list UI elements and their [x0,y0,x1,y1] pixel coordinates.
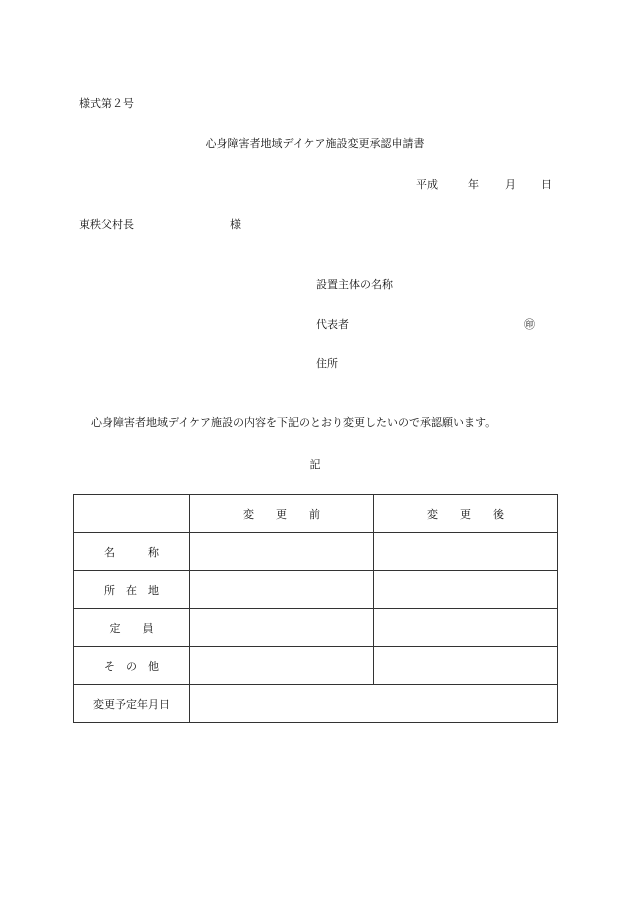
table-row [74,609,558,647]
row-label-other: そ の 他 [74,647,190,685]
date-day-unit: 日 [541,178,552,191]
table-header-row [74,495,558,533]
row-label-location: 所 在 地 [74,571,190,609]
header-before: 変 更 前 [190,495,374,533]
date-year-unit: 年 [468,178,479,191]
name-before-field[interactable] [190,533,374,571]
row-label-capacity: 定 員 [74,609,190,647]
recipient-name: 東秩父村長 [79,218,134,231]
change-date-field[interactable] [190,685,558,723]
representative-label: 代表者 [316,318,349,331]
location-after-field[interactable] [374,571,558,609]
recipient-suffix: 様 [230,218,241,231]
table-row [74,647,558,685]
date-era: 平成 [416,178,438,191]
other-after-field[interactable] [374,647,558,685]
date-month-unit: 月 [505,178,516,191]
name-after-field[interactable] [374,533,558,571]
form-number: 様式第２号 [79,97,134,110]
header-blank-cell [74,495,190,533]
location-before-field[interactable] [190,571,374,609]
other-before-field[interactable] [190,647,374,685]
document-title: 心身障害者地域デイケア施設変更承認申請書 [205,137,425,150]
table-row-change-date [74,685,558,723]
address-label: 住所 [316,357,338,370]
change-table [73,494,558,723]
note-heading: 記 [309,458,321,471]
header-after: 変 更 後 [374,495,558,533]
capacity-after-field[interactable] [374,609,558,647]
applicant-name-label: 設置主体の名称 [316,278,393,291]
table-row [74,571,558,609]
table-row [74,533,558,571]
request-text: 心身障害者地域デイケア施設の内容を下記のとおり変更したいので承認願います。 [91,416,497,429]
date-line [416,178,552,192]
capacity-before-field[interactable] [190,609,374,647]
row-label-name: 名 称 [74,533,190,571]
seal-mark: ㊞ [524,318,535,331]
row-label-change-date: 変更予定年月日 [74,685,190,723]
